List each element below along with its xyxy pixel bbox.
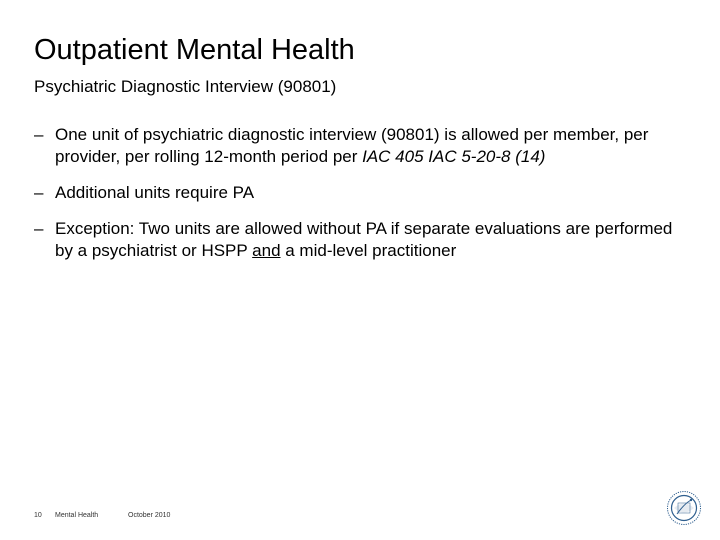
- bullet-text-end: a mid-level practitioner: [280, 241, 457, 260]
- bullet-underlined-word: and: [252, 241, 281, 260]
- footer-section: Mental Health: [55, 512, 99, 519]
- bullet-text: One unit of psychiatric diagnostic interview (90801) is allowed per member, per provider, per rolling 12-month period per: [55, 125, 649, 166]
- bullet-dash: –: [34, 125, 44, 144]
- footer-date: October 2010: [128, 512, 171, 519]
- fssa-seal-logo: [666, 490, 702, 526]
- bullet-dash: –: [34, 219, 44, 238]
- slide-title: Outpatient Mental Health: [34, 34, 355, 66]
- bullet-text: Exception: Two units are allowed without PA if separate evaluations are performed by a psychiatrist or HSPP: [55, 219, 673, 260]
- bullet-item: [34, 218, 684, 262]
- bullet-citation: IAC 405 IAC 5-20-8 (14): [362, 147, 546, 166]
- bullet-list: [34, 124, 684, 276]
- bullet-text: Additional units require PA: [55, 183, 255, 202]
- bullet-item: [34, 182, 684, 204]
- slide-subtitle: Psychiatric Diagnostic Interview (90801): [34, 77, 337, 96]
- footer-page-number: 10: [34, 512, 42, 519]
- bullet-item: [34, 124, 684, 168]
- bullet-dash: –: [34, 183, 44, 202]
